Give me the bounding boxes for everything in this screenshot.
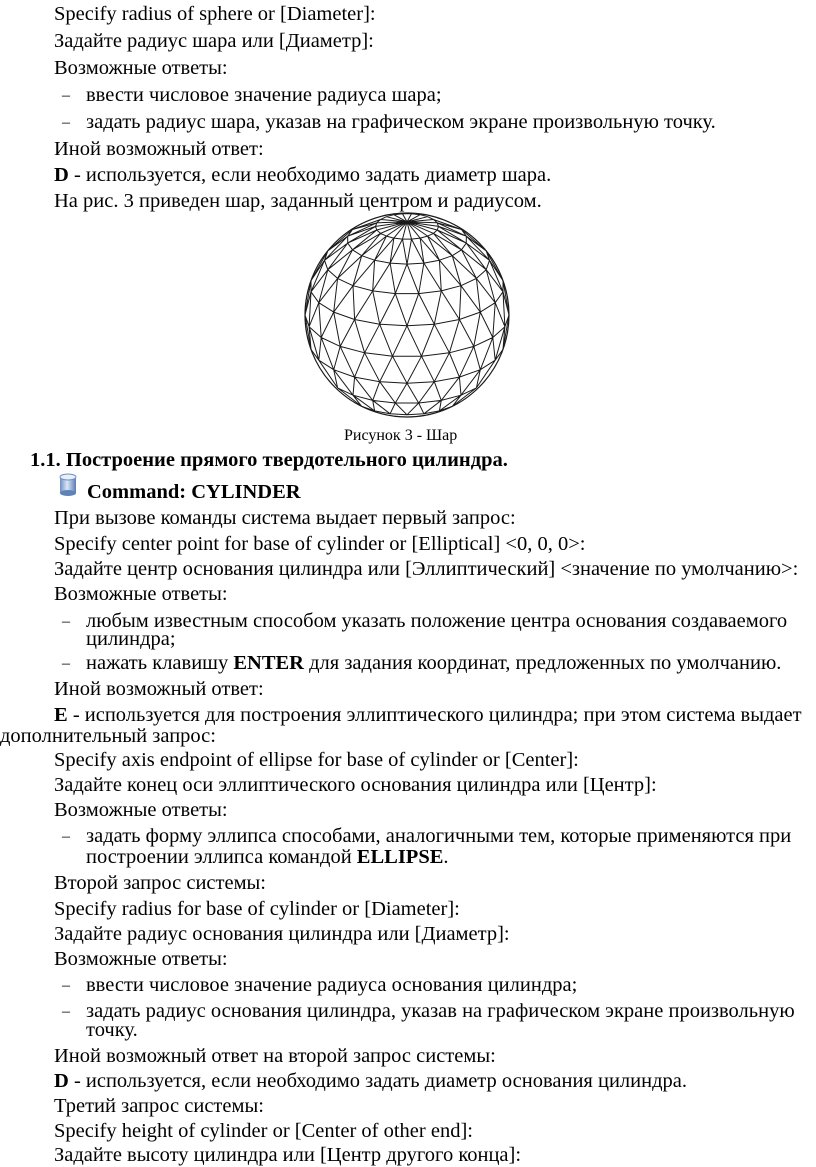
sphere-other-label: Иной возможный ответ:: [54, 138, 264, 160]
p2-answer-1: ввести числовое значение радиуса основания цилиндра;: [86, 974, 578, 996]
p1-answer-2: [86, 651, 781, 675]
p2-answer-2b: точку.: [86, 1019, 138, 1041]
prompt2-ru: Задайте радиус основания цилиндра или [Диаметр]:: [54, 923, 510, 945]
second-request-label: Второй запрос системы:: [54, 872, 267, 894]
answer-text: .: [443, 846, 449, 868]
d-description: - используется, если необходимо задать диаметр основания цилиндра.: [68, 1070, 687, 1092]
prompt2-en: Specify radius for base of cylinder or [Diameter]:: [54, 898, 460, 920]
p1-answer-1a: любым известным способом указать положение центра основания создаваемого: [86, 610, 788, 632]
axis-answer-b: [86, 845, 449, 869]
list-dash: –: [62, 1003, 70, 1020]
answers-label-3: Возможные ответы:: [54, 948, 228, 970]
section-heading: 1.1. Построение прямого твердотельного цилиндра.: [30, 449, 508, 471]
axis-prompt-ru: Задайте конец оси эллиптического основания цилиндра или [Центр]:: [54, 774, 657, 796]
list-dash: –: [62, 977, 70, 994]
d-key: D: [54, 164, 69, 186]
prompt1-ru: Задайте центр основания цилиндра или [Эллиптический] <значение по умолчанию>:: [54, 558, 799, 580]
axis-prompt-en: Specify axis endpoint of ellipse for base of cylinder or [Center]:: [54, 749, 579, 771]
prompt3-en: Specify height of cylinder or [Center of other end]:: [54, 1120, 473, 1142]
sphere-mesh: [305, 214, 509, 415]
cylinder-icon: [57, 473, 79, 497]
command-name: Command: CYLINDER: [87, 481, 301, 503]
list-dash: –: [62, 828, 70, 845]
list-dash: –: [62, 114, 70, 131]
sphere-wireframe-figure: [298, 208, 516, 422]
figure-reference: На рис. 3 приведен шар, заданный центром и радиусом.: [54, 190, 542, 212]
other-label-1: Иной возможный ответ:: [54, 678, 264, 700]
sphere-prompt-en: Specify radius of sphere or [Diameter]:: [54, 3, 376, 25]
d-option-2: [54, 1069, 687, 1093]
sphere-answer-1: ввести числовое значение радиуса шара;: [86, 84, 442, 106]
list-dash: –: [62, 87, 70, 104]
sphere-answer-2: задать радиус шара, указав на графическом экране произвольную точку.: [86, 111, 716, 133]
e-description: - используется для построения эллиптического цилиндра; при этом система выдает: [67, 704, 802, 726]
answer-text: для задания координат, предложенных по умолчанию.: [303, 652, 782, 674]
list-dash: –: [62, 613, 70, 630]
intro-text: При вызове команды система выдает первый запрос:: [54, 507, 516, 529]
third-request-label: Третий запрос системы:: [54, 1095, 264, 1117]
sphere-d-option: [54, 163, 551, 187]
enter-key: ENTER: [233, 652, 304, 674]
sphere-prompt-ru: Задайте радиус шара или [Диаметр]:: [54, 30, 374, 52]
prompt1-en: Specify center point for base of cylinder or [Elliptical] <0, 0, 0>:: [54, 533, 586, 555]
axis-answer-a: задать форму эллипса способами, аналогичными тем, которые применяются при: [86, 825, 792, 847]
e-option-continued: дополнительный запрос:: [0, 725, 216, 747]
list-dash: –: [62, 655, 70, 672]
other-label-2: Иной возможный ответ на второй запрос системы:: [54, 1045, 496, 1067]
figure-caption: Рисунок 3 - Шар: [344, 427, 458, 444]
answers-label-1: Возможные ответы:: [54, 583, 228, 605]
sphere-answers-label: Возможные ответы:: [54, 57, 228, 79]
ellipse-command: ELLIPSE: [356, 846, 444, 868]
answer-text: нажать клавишу: [86, 652, 234, 674]
command-line: [87, 480, 301, 504]
e-key: E: [54, 704, 68, 726]
d-description: - используется, если необходимо задать диаметр шара.: [68, 164, 552, 186]
prompt3-ru: Задайте высоту цилиндра или [Центр другого конца]:: [54, 1144, 522, 1166]
answer-text: построении эллипса командой: [86, 846, 357, 868]
d-key: D: [54, 1070, 69, 1092]
p2-answer-2a: задать радиус основания цилиндра, указав на графическом экране произвольную: [86, 1000, 795, 1022]
p1-answer-1b: цилиндра;: [86, 628, 176, 650]
answers-label-2: Возможные ответы:: [54, 799, 228, 821]
